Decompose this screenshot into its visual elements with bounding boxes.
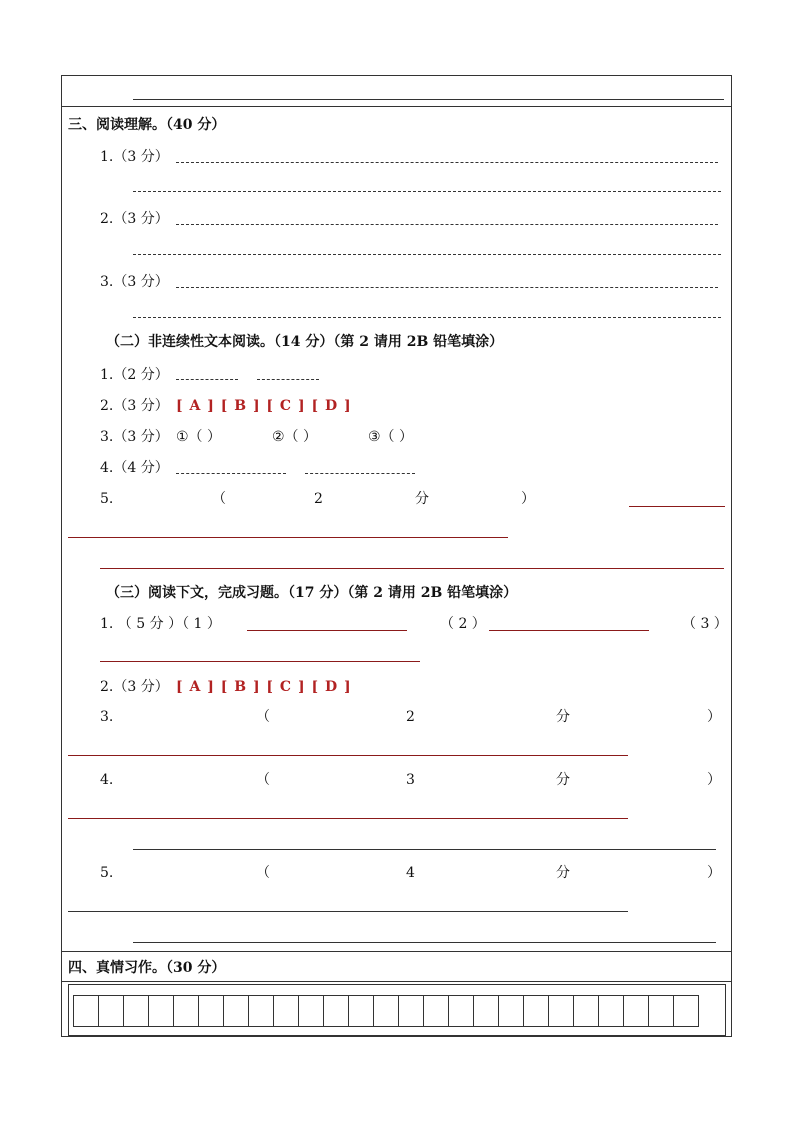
answer-line[interactable] (133, 942, 716, 943)
answer-line[interactable] (68, 911, 628, 912)
writing-cell[interactable] (673, 995, 699, 1027)
answer-line[interactable] (176, 162, 718, 163)
composition-grid (68, 984, 726, 1036)
writing-cell[interactable] (473, 995, 499, 1027)
writing-cell[interactable] (498, 995, 524, 1027)
writing-cell[interactable] (448, 995, 474, 1027)
answer-line[interactable] (133, 254, 721, 255)
paren-open: （ (256, 865, 270, 881)
section-divider (61, 951, 732, 952)
writing-cell[interactable] (198, 995, 224, 1027)
writing-cell[interactable] (98, 995, 124, 1027)
writing-cell[interactable] (548, 995, 574, 1027)
writing-cell[interactable] (623, 995, 649, 1027)
writing-cell[interactable] (398, 995, 424, 1027)
question-label: 2.（3 分） (100, 398, 169, 414)
question-number: 3. (100, 709, 114, 725)
question-label: 1.（3 分） (100, 149, 169, 165)
question-label: 4.（4 分） (100, 460, 169, 476)
paren-open: （ (256, 709, 270, 725)
question-number: 4. (100, 772, 114, 788)
paren-close: ） (707, 709, 721, 725)
score-value: 2 (314, 491, 323, 507)
section-title-writing: 四、真情习作。（30 分） (68, 960, 226, 976)
answer-line[interactable] (68, 537, 508, 538)
writing-cell[interactable] (273, 995, 299, 1027)
sub-question-label: （ 3 ） (682, 616, 728, 632)
answer-line[interactable] (176, 224, 718, 225)
choice-options[interactable]: [ A ] [ B ] [ C ] [ D ] (176, 679, 352, 695)
question-number: 5. (100, 865, 114, 881)
writing-cell[interactable] (173, 995, 199, 1027)
question-label: 1.（2 分） (100, 367, 169, 383)
writing-cell[interactable] (598, 995, 624, 1027)
score-value: 3 (406, 772, 415, 788)
answer-line[interactable] (100, 568, 724, 569)
question-label: 3.（3 分） (100, 274, 169, 290)
answer-line[interactable] (133, 191, 721, 192)
sub-question-label: （ 2 ） (440, 616, 486, 632)
question-number: 5. (100, 491, 114, 507)
score-unit: 分 (556, 772, 570, 788)
writing-cell[interactable] (373, 995, 399, 1027)
writing-cell[interactable] (348, 995, 374, 1027)
score-unit: 分 (556, 709, 570, 725)
question-label: 1. （ 5 分 ）（ 1 ） (100, 616, 221, 632)
paren-close: ） (521, 491, 535, 507)
answer-line[interactable] (489, 630, 649, 631)
part-title-nonlinear: （二）非连续性文本阅读。（14 分）（第 2 请用 2B 铅笔填涂） (106, 334, 504, 350)
section-title-reading: 三、阅读理解。（40 分） (68, 117, 226, 133)
answer-line[interactable] (305, 473, 415, 474)
choice-options[interactable]: [ A ] [ B ] [ C ] [ D ] (176, 398, 352, 414)
answer-line[interactable] (247, 630, 407, 631)
part-title-reading: （三）阅读下文，完成习题。（17 分）（第 2 请用 2B 铅笔填涂） (106, 585, 518, 601)
answer-line[interactable] (133, 99, 724, 100)
answer-line[interactable] (68, 818, 628, 819)
writing-cell[interactable] (323, 995, 349, 1027)
answer-line[interactable] (629, 506, 725, 507)
paren-close: ） (707, 772, 721, 788)
writing-cell[interactable] (123, 995, 149, 1027)
paren-open: （ (212, 491, 226, 507)
writing-cell[interactable] (648, 995, 674, 1027)
writing-cell[interactable] (523, 995, 549, 1027)
writing-cell[interactable] (573, 995, 599, 1027)
paren-close: ） (707, 865, 721, 881)
score-value: 4 (406, 865, 415, 881)
section-divider (61, 981, 732, 982)
question-label: 2.（3 分） (100, 679, 169, 695)
answer-line[interactable] (68, 755, 628, 756)
writing-cell[interactable] (223, 995, 249, 1027)
score-unit: 分 (556, 865, 570, 881)
writing-cell[interactable] (248, 995, 274, 1027)
blank-2[interactable]: ②（ ） (272, 429, 318, 445)
question-label: 3.（3 分） (100, 429, 169, 445)
writing-cell[interactable] (423, 995, 449, 1027)
answer-line[interactable] (100, 661, 420, 662)
answer-line[interactable] (257, 379, 319, 380)
score-value: 2 (406, 709, 415, 725)
section-divider (61, 106, 732, 107)
score-unit: 分 (415, 491, 429, 507)
writing-cell[interactable] (148, 995, 174, 1027)
answer-line[interactable] (133, 849, 716, 850)
paren-open: （ (256, 772, 270, 788)
answer-line[interactable] (176, 287, 718, 288)
writing-cell[interactable] (298, 995, 324, 1027)
question-label: 2.（3 分） (100, 211, 169, 227)
blank-1[interactable]: ①（ ） (176, 429, 222, 445)
answer-line[interactable] (176, 473, 286, 474)
writing-cell[interactable] (73, 995, 99, 1027)
answer-line[interactable] (133, 317, 721, 318)
answer-line[interactable] (176, 379, 238, 380)
blank-3[interactable]: ③（ ） (368, 429, 414, 445)
